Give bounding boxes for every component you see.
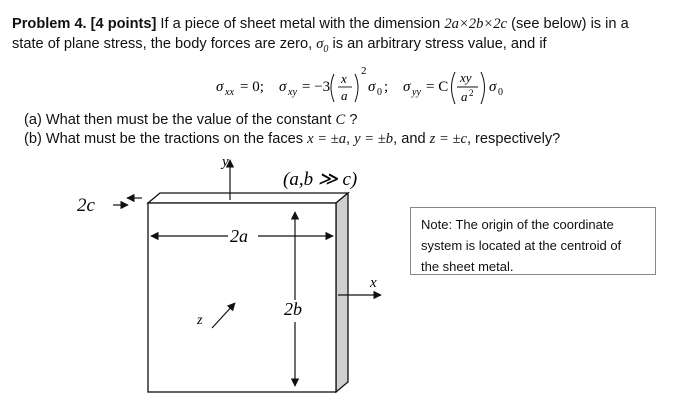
- frac1-numerator: x: [341, 71, 347, 86]
- sigma-xx-value: = 0;: [240, 79, 264, 95]
- sigma-yy-symbol: σ: [403, 79, 411, 95]
- frac2-numerator: xy: [460, 70, 472, 85]
- frac1-exponent: 2: [361, 65, 367, 77]
- sigma-zero: $\sigma_0$: [316, 36, 329, 55]
- problem-label: Problem 4. [4 points]: [12, 16, 157, 32]
- size-condition: (a,b ≫ c): [283, 169, 358, 190]
- sigma-xy-equals: = −3: [302, 79, 331, 95]
- sigma-yy-subscript: yy: [412, 87, 421, 98]
- thickness-label: 2c: [77, 195, 95, 216]
- width-label: 2a: [230, 226, 248, 246]
- question-b-end: , respectively?: [466, 131, 561, 147]
- z-axis-label: z: [197, 313, 203, 328]
- frac2-denominator-exponent: 2: [469, 88, 474, 98]
- face-y: y = ±b: [354, 131, 394, 147]
- sigma-yy-equals: = C: [426, 79, 449, 95]
- plate-top-face: [148, 193, 348, 203]
- sigma-yy-tail-subscript: 0: [498, 87, 503, 98]
- constant-c: C: [335, 112, 346, 128]
- sigma-xy-symbol: σ: [279, 79, 287, 95]
- plane-stress-text: state of plane stress, the body forces are zero,: [12, 36, 313, 52]
- face-x: x = ±a: [307, 131, 347, 147]
- sigma-yy-tail: σ: [489, 79, 497, 95]
- dimension-expression: 2a×2b×2c: [444, 16, 508, 32]
- x-axis-label: x: [370, 275, 377, 291]
- question-b-and: , and: [393, 131, 426, 147]
- sigma-xy-tail-subscript: 0: [377, 87, 382, 98]
- question-a-text: (a) What then must be the value of the constant: [24, 112, 332, 128]
- frac2-denominator: a: [461, 89, 468, 104]
- plate-side-face: [336, 193, 348, 392]
- note-line-1: Note: The origin of the coordinate: [421, 217, 614, 232]
- frac1-denominator: a: [341, 88, 348, 103]
- sigma-xy-separator: ;: [384, 79, 389, 95]
- face-z: z = ±c: [429, 131, 467, 147]
- question-b-comma: ,: [346, 131, 351, 147]
- note-line-2: system is located at the centroid of: [421, 238, 622, 253]
- origin-note: [410, 207, 656, 275]
- problem-intro-end: (see below) is in a: [511, 16, 629, 32]
- sigma-xx-symbol: σ: [216, 79, 224, 95]
- sigma-xx-subscript: xx: [225, 87, 234, 98]
- problem-intro: If a piece of sheet metal with the dimension: [160, 16, 441, 32]
- y-axis-label: y: [222, 154, 229, 170]
- height-label: 2b: [284, 299, 302, 319]
- question-a-end: ?: [349, 112, 358, 128]
- note-line-3: the sheet metal.: [421, 259, 514, 274]
- sigma-xy-subscript: xy: [288, 87, 297, 98]
- question-b-text: (b) What must be the tractions on the faces: [24, 131, 304, 147]
- arbitrary-stress-text: is an arbitrary stress value, and if: [332, 36, 547, 52]
- sigma-xy-tail: σ: [368, 79, 376, 95]
